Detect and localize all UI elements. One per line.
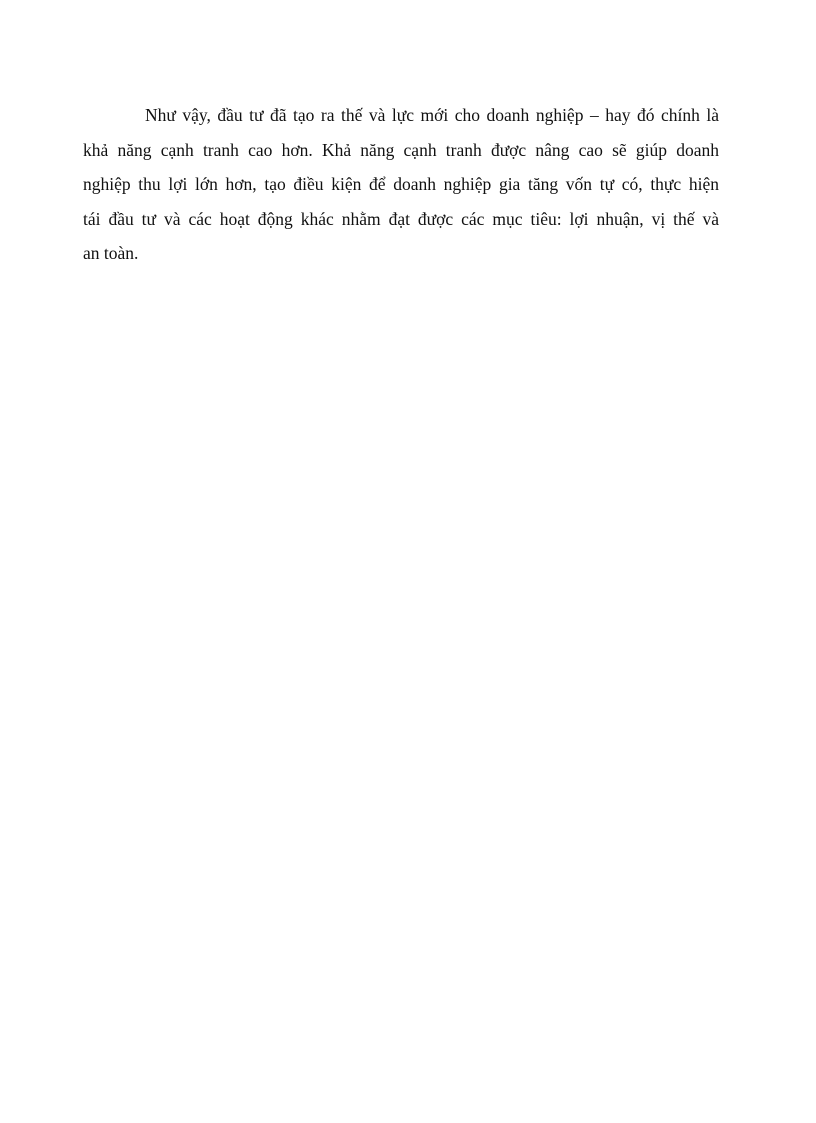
paragraph-line: khả năng cạnh tranh cao hơn. Khả năng cạnh tranh được nâng cao sẽ giúp doanh xyxy=(83,139,719,160)
paragraph-line: nghiệp thu lợi lớn hơn, tạo điều kiện để doanh nghiệp gia tăng vốn tự có, thực hiện xyxy=(83,174,719,194)
paragraph-line: an toàn. xyxy=(83,243,139,263)
body-paragraph xyxy=(83,98,719,271)
paragraph-line: Như vậy, đầu tư đã tạo ra thế và lực mới cho doanh nghiệp – hay đó chính là xyxy=(145,105,719,125)
paragraph-line: tái đầu tư và các hoạt động khác nhằm đạt được các mục tiêu: lợi nhuận, vị thế và xyxy=(83,208,719,229)
